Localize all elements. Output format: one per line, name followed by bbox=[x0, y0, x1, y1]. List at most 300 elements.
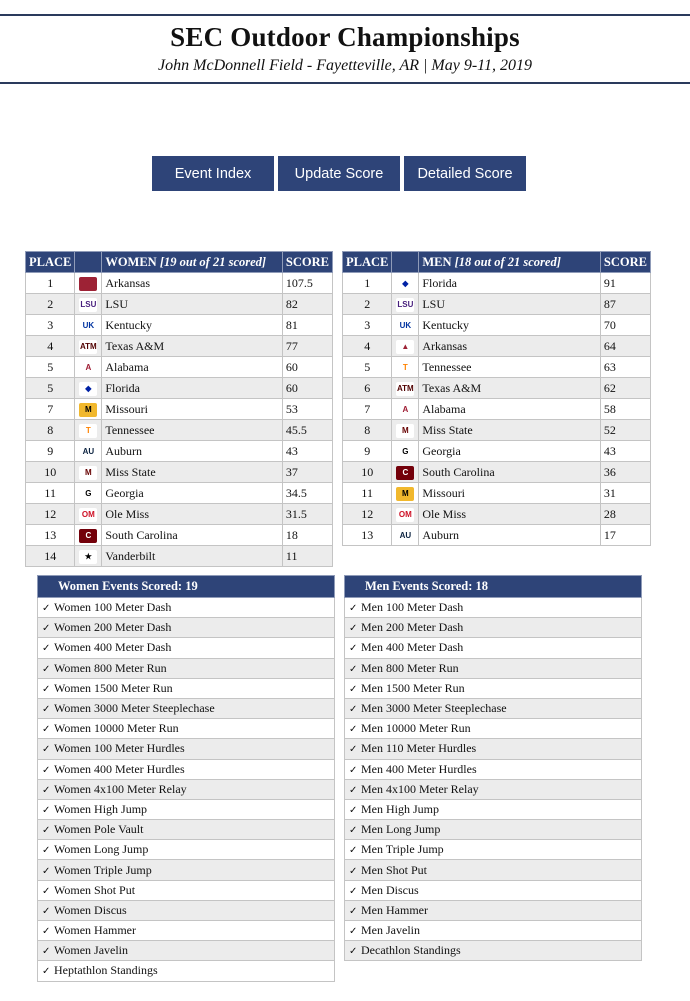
check-icon: ✓ bbox=[42, 623, 51, 635]
place-header: PLACE bbox=[343, 252, 392, 273]
score-cell: 107.5 bbox=[282, 273, 332, 294]
team-header-count: [19 out of 21 scored] bbox=[159, 254, 267, 269]
place-cell: 10 bbox=[26, 462, 75, 483]
place-cell: 11 bbox=[343, 483, 392, 504]
check-icon: ✓ bbox=[42, 603, 51, 615]
place-cell: 8 bbox=[26, 420, 75, 441]
score-cell: 91 bbox=[600, 273, 650, 294]
table-row bbox=[343, 378, 651, 399]
event-label[interactable]: Men 200 Meter Dash bbox=[361, 620, 464, 635]
table-row bbox=[26, 420, 333, 441]
list-item bbox=[38, 719, 335, 739]
place-cell: 13 bbox=[343, 525, 392, 546]
score-cell: 17 bbox=[600, 525, 650, 546]
check-icon: ✓ bbox=[42, 663, 51, 675]
table-header-row bbox=[343, 252, 651, 273]
check-icon: ✓ bbox=[349, 623, 358, 635]
list-item bbox=[345, 900, 642, 920]
score-cell: 60 bbox=[282, 357, 332, 378]
event-cell[interactable] bbox=[345, 598, 642, 618]
table-row bbox=[26, 357, 333, 378]
lsu-logo: LSU bbox=[79, 298, 97, 312]
team-cell[interactable]: Florida bbox=[419, 273, 601, 294]
score-cell: 43 bbox=[282, 441, 332, 462]
team-cell[interactable]: Florida bbox=[102, 378, 283, 399]
event-cell[interactable] bbox=[38, 840, 335, 860]
auburn-logo: AU bbox=[396, 529, 414, 543]
women-standings-table bbox=[25, 251, 333, 567]
page-header bbox=[0, 14, 690, 84]
team-header-label: MEN bbox=[422, 254, 452, 269]
score-cell: 45.5 bbox=[282, 420, 332, 441]
place-header: PLACE bbox=[26, 252, 75, 273]
detailed-score-button[interactable]: Detailed Score bbox=[404, 156, 526, 191]
table-row bbox=[26, 378, 333, 399]
score-cell: 52 bbox=[600, 420, 650, 441]
event-cell[interactable] bbox=[38, 719, 335, 739]
update-score-button[interactable]: Update Score bbox=[278, 156, 400, 191]
event-label[interactable]: Men Long Jump bbox=[361, 822, 441, 837]
team-cell[interactable]: Kentucky bbox=[419, 315, 601, 336]
event-label[interactable]: Women High Jump bbox=[54, 801, 148, 816]
table-row bbox=[343, 399, 651, 420]
page-title: SEC Outdoor Championships bbox=[170, 22, 520, 52]
table-row bbox=[343, 273, 651, 294]
list-item bbox=[345, 598, 642, 618]
check-icon: ✓ bbox=[42, 926, 51, 938]
list-item bbox=[345, 719, 642, 739]
check-icon: ✓ bbox=[42, 764, 51, 776]
list-item bbox=[345, 638, 642, 658]
score-cell: 62 bbox=[600, 378, 650, 399]
logo-cell bbox=[75, 399, 102, 420]
team-cell[interactable]: South Carolina bbox=[102, 525, 283, 546]
logo-cell bbox=[392, 441, 419, 462]
list-item bbox=[38, 941, 335, 961]
score-cell: 63 bbox=[600, 357, 650, 378]
table-row bbox=[343, 462, 651, 483]
check-icon: ✓ bbox=[349, 663, 358, 675]
place-cell: 13 bbox=[26, 525, 75, 546]
table-row bbox=[343, 336, 651, 357]
check-icon: ✓ bbox=[42, 966, 51, 978]
place-cell: 11 bbox=[26, 483, 75, 504]
event-cell[interactable] bbox=[38, 779, 335, 799]
logo-cell bbox=[75, 357, 102, 378]
event-label[interactable]: Heptathlon Standings bbox=[54, 963, 158, 978]
place-cell: 8 bbox=[343, 420, 392, 441]
check-icon: ✓ bbox=[42, 683, 51, 695]
event-label[interactable]: Women Long Jump bbox=[54, 842, 149, 857]
list-item bbox=[345, 941, 642, 961]
table-row bbox=[343, 294, 651, 315]
list-item bbox=[38, 739, 335, 759]
logo-cell bbox=[75, 483, 102, 504]
event-label[interactable]: Women 800 Meter Run bbox=[54, 660, 167, 675]
event-label[interactable]: Men High Jump bbox=[361, 801, 439, 816]
list-item bbox=[38, 618, 335, 638]
logo-cell bbox=[392, 399, 419, 420]
logo-cell bbox=[75, 273, 102, 294]
event-cell[interactable] bbox=[38, 598, 335, 618]
score-cell: 58 bbox=[600, 399, 650, 420]
event-label[interactable]: Women 3000 Meter Steeplechase bbox=[54, 701, 215, 716]
miss-state-logo: M bbox=[396, 424, 414, 438]
team-cell[interactable]: Auburn bbox=[102, 441, 283, 462]
score-cell: 82 bbox=[282, 294, 332, 315]
team-cell[interactable]: Texas A&M bbox=[419, 378, 601, 399]
logo-cell bbox=[75, 420, 102, 441]
score-cell: 87 bbox=[600, 294, 650, 315]
event-cell[interactable] bbox=[345, 759, 642, 779]
score-header: SCORE bbox=[600, 252, 650, 273]
texas-am-logo: ATM bbox=[396, 382, 414, 396]
event-label[interactable]: Women 400 Meter Dash bbox=[54, 640, 172, 655]
event-cell[interactable] bbox=[38, 820, 335, 840]
logo-cell bbox=[392, 378, 419, 399]
team-cell[interactable]: Missouri bbox=[419, 483, 601, 504]
team-cell[interactable]: Georgia bbox=[419, 441, 601, 462]
place-cell: 2 bbox=[343, 294, 392, 315]
texas-am-logo: ATM bbox=[79, 340, 97, 354]
south-carolina-logo: C bbox=[79, 529, 97, 543]
table-row bbox=[26, 504, 333, 525]
check-icon: ✓ bbox=[42, 905, 51, 917]
list-item bbox=[345, 820, 642, 840]
event-label[interactable]: Men Hammer bbox=[361, 902, 428, 917]
event-label[interactable]: Decathlon Standings bbox=[361, 943, 461, 958]
team-cell[interactable]: Vanderbilt bbox=[102, 546, 283, 567]
team-cell[interactable]: Arkansas bbox=[419, 336, 601, 357]
event-cell[interactable] bbox=[38, 759, 335, 779]
event-cell[interactable] bbox=[345, 799, 642, 819]
event-label[interactable]: Men 800 Meter Run bbox=[361, 660, 459, 675]
event-cell[interactable] bbox=[345, 840, 642, 860]
list-item bbox=[345, 921, 642, 941]
team-cell[interactable]: Tennessee bbox=[102, 420, 283, 441]
check-icon: ✓ bbox=[42, 865, 51, 877]
place-cell: 4 bbox=[343, 336, 392, 357]
table-row bbox=[26, 315, 333, 336]
team-cell[interactable]: LSU bbox=[102, 294, 283, 315]
team-header bbox=[419, 252, 601, 273]
place-cell: 4 bbox=[26, 336, 75, 357]
logo-cell bbox=[75, 336, 102, 357]
event-label[interactable]: Men 110 Meter Hurdles bbox=[361, 741, 477, 756]
event-cell[interactable] bbox=[345, 618, 642, 638]
check-icon: ✓ bbox=[349, 885, 358, 897]
place-cell: 3 bbox=[26, 315, 75, 336]
check-icon: ✓ bbox=[42, 643, 51, 655]
score-cell: 31.5 bbox=[282, 504, 332, 525]
event-label[interactable]: Men 100 Meter Dash bbox=[361, 600, 464, 615]
list-item bbox=[345, 880, 642, 900]
event-cell[interactable] bbox=[345, 779, 642, 799]
logo-cell bbox=[75, 546, 102, 567]
team-cell[interactable]: Alabama bbox=[102, 357, 283, 378]
logo-header bbox=[392, 252, 419, 273]
event-label[interactable]: Men 400 Meter Hurdles bbox=[361, 761, 477, 776]
logo-cell bbox=[75, 441, 102, 462]
check-icon: ✓ bbox=[42, 946, 51, 958]
check-icon: ✓ bbox=[349, 784, 358, 796]
event-cell[interactable] bbox=[38, 961, 335, 981]
event-cell[interactable] bbox=[38, 698, 335, 718]
score-cell: 70 bbox=[600, 315, 650, 336]
score-cell: 81 bbox=[282, 315, 332, 336]
event-label[interactable]: Men 4x100 Meter Relay bbox=[361, 781, 479, 796]
lsu-logo: LSU bbox=[396, 298, 414, 312]
team-header bbox=[102, 252, 283, 273]
list-item bbox=[38, 860, 335, 880]
women-events-header: Women Events Scored: 19 bbox=[38, 576, 335, 598]
check-icon: ✓ bbox=[42, 825, 51, 837]
list-item bbox=[38, 658, 335, 678]
event-label[interactable]: Men Discus bbox=[361, 882, 419, 897]
event-label[interactable]: Women Javelin bbox=[54, 943, 129, 958]
logo-cell bbox=[392, 504, 419, 525]
place-cell: 1 bbox=[26, 273, 75, 294]
list-item bbox=[38, 820, 335, 840]
logo-cell bbox=[392, 357, 419, 378]
score-cell: 36 bbox=[600, 462, 650, 483]
score-cell: 53 bbox=[282, 399, 332, 420]
list-item bbox=[345, 759, 642, 779]
place-cell: 7 bbox=[26, 399, 75, 420]
list-item bbox=[345, 658, 642, 678]
place-cell: 5 bbox=[343, 357, 392, 378]
vanderbilt-logo: ★ bbox=[79, 550, 97, 564]
table-row bbox=[26, 441, 333, 462]
event-cell[interactable] bbox=[38, 799, 335, 819]
event-cell[interactable] bbox=[38, 921, 335, 941]
event-label[interactable]: Men Shot Put bbox=[361, 862, 428, 877]
list-item bbox=[345, 860, 642, 880]
ole-miss-logo: OM bbox=[396, 508, 414, 522]
logo-cell bbox=[392, 483, 419, 504]
team-cell[interactable]: Miss State bbox=[419, 420, 601, 441]
team-cell[interactable]: Tennessee bbox=[419, 357, 601, 378]
men-events-header: Men Events Scored: 18 bbox=[345, 576, 642, 598]
event-label[interactable]: Men 1500 Meter Run bbox=[361, 680, 465, 695]
table-row bbox=[343, 483, 651, 504]
event-label[interactable]: Women Discus bbox=[54, 902, 127, 917]
team-cell[interactable]: Miss State bbox=[102, 462, 283, 483]
event-cell[interactable] bbox=[38, 618, 335, 638]
team-header-label: WOMEN bbox=[105, 254, 157, 269]
place-cell: 9 bbox=[343, 441, 392, 462]
event-cell[interactable] bbox=[345, 698, 642, 718]
check-icon: ✓ bbox=[349, 926, 358, 938]
event-label[interactable]: Men Triple Jump bbox=[361, 842, 444, 857]
tennessee-logo: T bbox=[396, 361, 414, 375]
team-cell[interactable]: South Carolina bbox=[419, 462, 601, 483]
event-label[interactable]: Men 400 Meter Dash bbox=[361, 640, 464, 655]
nav-buttons bbox=[152, 156, 526, 191]
event-cell[interactable] bbox=[345, 678, 642, 698]
place-cell: 10 bbox=[343, 462, 392, 483]
list-item bbox=[38, 779, 335, 799]
check-icon: ✓ bbox=[349, 825, 358, 837]
event-cell[interactable] bbox=[345, 719, 642, 739]
check-icon: ✓ bbox=[349, 764, 358, 776]
florida-logo: ◆ bbox=[396, 277, 414, 291]
check-icon: ✓ bbox=[42, 784, 51, 796]
logo-cell bbox=[75, 504, 102, 525]
event-label[interactable]: Women 4x100 Meter Relay bbox=[54, 781, 187, 796]
list-item bbox=[38, 961, 335, 981]
event-cell[interactable] bbox=[345, 658, 642, 678]
logo-cell bbox=[392, 294, 419, 315]
event-cell[interactable] bbox=[38, 900, 335, 920]
place-cell: 14 bbox=[26, 546, 75, 567]
team-cell[interactable]: Georgia bbox=[102, 483, 283, 504]
event-cell[interactable] bbox=[345, 900, 642, 920]
missouri-logo: M bbox=[79, 403, 97, 417]
logo-cell bbox=[75, 315, 102, 336]
ole-miss-logo: OM bbox=[79, 508, 97, 522]
logo-cell bbox=[392, 315, 419, 336]
list-item bbox=[38, 880, 335, 900]
event-label[interactable]: Men 10000 Meter Run bbox=[361, 721, 471, 736]
team-cell[interactable]: LSU bbox=[419, 294, 601, 315]
logo-cell bbox=[392, 525, 419, 546]
event-label[interactable]: Women Hammer bbox=[54, 923, 137, 938]
table-row bbox=[26, 546, 333, 567]
list-item bbox=[38, 921, 335, 941]
event-cell[interactable] bbox=[38, 678, 335, 698]
check-icon: ✓ bbox=[349, 804, 358, 816]
list-item bbox=[345, 799, 642, 819]
table-row bbox=[26, 483, 333, 504]
check-icon: ✓ bbox=[349, 744, 358, 756]
event-cell[interactable] bbox=[38, 658, 335, 678]
kentucky-logo: UK bbox=[396, 319, 414, 333]
logo-cell bbox=[75, 378, 102, 399]
table-row bbox=[343, 357, 651, 378]
event-cell[interactable] bbox=[345, 880, 642, 900]
team-cell[interactable]: Texas A&M bbox=[102, 336, 283, 357]
logo-header bbox=[75, 252, 102, 273]
list-item bbox=[345, 698, 642, 718]
event-cell[interactable] bbox=[345, 739, 642, 759]
south-carolina-logo: C bbox=[396, 466, 414, 480]
table-header-row bbox=[26, 252, 333, 273]
event-cell[interactable] bbox=[345, 638, 642, 658]
event-cell[interactable] bbox=[38, 941, 335, 961]
alabama-logo: A bbox=[396, 403, 414, 417]
check-icon: ✓ bbox=[42, 885, 51, 897]
table-row bbox=[343, 441, 651, 462]
event-label[interactable]: Women 100 Meter Hurdles bbox=[54, 741, 185, 756]
list-item bbox=[345, 678, 642, 698]
event-label[interactable]: Women Pole Vault bbox=[54, 822, 144, 837]
score-cell: 11 bbox=[282, 546, 332, 567]
tennessee-logo: T bbox=[79, 424, 97, 438]
list-item bbox=[38, 698, 335, 718]
event-label[interactable]: Men 3000 Meter Steeplechase bbox=[361, 701, 507, 716]
event-label[interactable]: Women 400 Meter Hurdles bbox=[54, 761, 185, 776]
score-cell: 28 bbox=[600, 504, 650, 525]
place-cell: 7 bbox=[343, 399, 392, 420]
place-cell: 9 bbox=[26, 441, 75, 462]
check-icon: ✓ bbox=[42, 704, 51, 716]
logo-cell bbox=[75, 525, 102, 546]
check-icon: ✓ bbox=[42, 724, 51, 736]
florida-logo: ◆ bbox=[79, 382, 97, 396]
score-header: SCORE bbox=[282, 252, 332, 273]
place-cell: 12 bbox=[26, 504, 75, 525]
event-index-button[interactable]: Event Index bbox=[152, 156, 274, 191]
event-cell[interactable] bbox=[38, 638, 335, 658]
list-item bbox=[38, 678, 335, 698]
table-row bbox=[26, 399, 333, 420]
list-item bbox=[345, 840, 642, 860]
team-header-count: [18 out of 21 scored] bbox=[454, 254, 561, 269]
list-item bbox=[345, 739, 642, 759]
score-cell: 31 bbox=[600, 483, 650, 504]
event-cell[interactable] bbox=[38, 880, 335, 900]
score-cell: 64 bbox=[600, 336, 650, 357]
score-cell: 43 bbox=[600, 441, 650, 462]
event-label[interactable]: Women 100 Meter Dash bbox=[54, 600, 172, 615]
miss-state-logo: M bbox=[79, 466, 97, 480]
check-icon: ✓ bbox=[349, 946, 358, 958]
table-row bbox=[26, 273, 333, 294]
event-label[interactable]: Women 10000 Meter Run bbox=[54, 721, 179, 736]
event-cell[interactable] bbox=[345, 860, 642, 880]
score-cell: 77 bbox=[282, 336, 332, 357]
team-cell[interactable]: Auburn bbox=[419, 525, 601, 546]
check-icon: ✓ bbox=[349, 683, 358, 695]
event-label[interactable]: Women 1500 Meter Run bbox=[54, 680, 173, 695]
check-icon: ✓ bbox=[42, 804, 51, 816]
check-icon: ✓ bbox=[349, 724, 358, 736]
men-events-table bbox=[344, 575, 642, 961]
team-cell[interactable]: Missouri bbox=[102, 399, 283, 420]
team-cell[interactable]: Alabama bbox=[419, 399, 601, 420]
table-row bbox=[26, 294, 333, 315]
team-cell[interactable]: Ole Miss bbox=[102, 504, 283, 525]
team-cell[interactable]: Arkansas bbox=[102, 273, 283, 294]
list-item bbox=[38, 900, 335, 920]
team-cell[interactable]: Ole Miss bbox=[419, 504, 601, 525]
table-row bbox=[343, 420, 651, 441]
logo-cell bbox=[392, 336, 419, 357]
event-cell[interactable] bbox=[345, 820, 642, 840]
score-cell: 18 bbox=[282, 525, 332, 546]
event-cell[interactable] bbox=[345, 941, 642, 961]
event-cell[interactable] bbox=[345, 921, 642, 941]
team-cell[interactable]: Kentucky bbox=[102, 315, 283, 336]
arkansas-logo: ▲ bbox=[79, 277, 97, 291]
score-cell: 34.5 bbox=[282, 483, 332, 504]
event-label[interactable]: Women Triple Jump bbox=[54, 862, 152, 877]
auburn-logo: AU bbox=[79, 445, 97, 459]
event-cell[interactable] bbox=[38, 860, 335, 880]
event-label[interactable]: Men Javelin bbox=[361, 923, 420, 938]
table-row bbox=[26, 336, 333, 357]
table-row bbox=[343, 504, 651, 525]
check-icon: ✓ bbox=[349, 905, 358, 917]
event-label[interactable]: Women Shot Put bbox=[54, 882, 136, 897]
event-cell[interactable] bbox=[38, 739, 335, 759]
check-icon: ✓ bbox=[349, 845, 358, 857]
score-cell: 37 bbox=[282, 462, 332, 483]
logo-cell bbox=[392, 273, 419, 294]
event-label[interactable]: Women 200 Meter Dash bbox=[54, 620, 172, 635]
missouri-logo: M bbox=[396, 487, 414, 501]
